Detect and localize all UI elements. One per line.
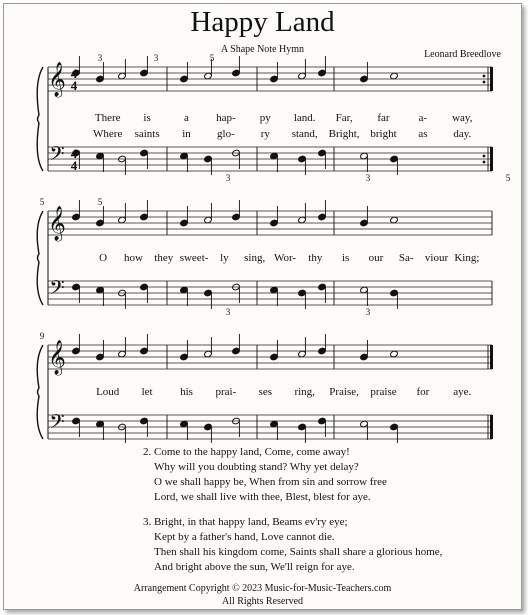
thick-barline <box>490 67 493 91</box>
lyric-syllable: There <box>94 112 121 124</box>
lyric-syllable: saints <box>134 128 160 140</box>
fingering-number: 3 <box>153 53 159 63</box>
lyric-syllable: praise <box>370 386 397 398</box>
treble-clef-icon: 𝄞 <box>48 63 66 96</box>
verse-line: Then shall his kingdom come, Saints shall share a glorious home, <box>154 546 443 558</box>
lyric-syllable: aye. <box>453 386 472 398</box>
fingering-number: 3 <box>225 173 231 183</box>
lyric-syllable: Sa- <box>398 252 414 264</box>
lyric-syllable: Wor- <box>273 252 297 264</box>
thick-barline <box>490 345 493 369</box>
repeat-dot <box>483 161 486 164</box>
copyright-text: Arrangement Copyright © 2023 Music-for-Music-Teachers.com <box>133 583 392 594</box>
lyric-syllable: ring, <box>294 386 315 398</box>
thick-barline <box>490 147 493 171</box>
lyric-syllable: ly <box>220 252 229 264</box>
lyric-syllable: way, <box>452 112 473 124</box>
lyric-syllable: sing, <box>244 252 266 264</box>
lyric-syllable: a- <box>418 112 428 124</box>
fingering-number: 3 <box>97 53 103 63</box>
verse-line: Lord, we shall live with thee, Blest, blest for aye. <box>154 491 371 503</box>
page-title: Happy Land <box>190 6 335 38</box>
bass-clef-icon: 𝄢 <box>49 144 65 170</box>
lyric-syllable: is <box>143 112 151 124</box>
copyright-footer <box>4 582 521 608</box>
lyric-syllable: py <box>259 112 271 124</box>
lyric-syllable: thy <box>308 252 323 264</box>
verse-line: O we shall happy be, When from sin and sorrow free <box>154 476 387 488</box>
measure-number: 5 <box>39 197 45 207</box>
lyric-syllable: O <box>99 252 108 264</box>
lyric-syllable: Bright, <box>328 128 360 140</box>
verse-3 <box>143 515 442 575</box>
lyric-syllable: Praise, <box>329 386 359 398</box>
lyric-syllable: they <box>154 252 174 264</box>
lyric-syllable: stand, <box>291 128 318 140</box>
measure-number: 9 <box>39 331 45 341</box>
treble-clef-icon: 𝄞 <box>48 341 66 374</box>
lyric-syllable: his <box>180 386 193 398</box>
lyric-syllable: Where <box>93 128 123 140</box>
repeat-dot <box>483 75 486 78</box>
lyric-syllable: is <box>341 252 350 264</box>
thick-barline <box>490 415 493 439</box>
fingering-number: 3 <box>365 173 371 183</box>
verse-line: Why will you doubting stand? Why yet delay? <box>154 461 359 473</box>
bass-clef-icon: 𝄢 <box>49 412 65 438</box>
sheet-music-page <box>3 3 522 610</box>
lyric-syllable: in <box>182 128 191 140</box>
verse-line: Kept by a father's hand, Love cannot die. <box>154 531 335 543</box>
fingering-number: 5 <box>209 53 215 63</box>
time-signature-top: 4 <box>70 146 78 161</box>
lyric-syllable: viour <box>424 252 449 264</box>
fingering-number: 5 <box>97 197 103 207</box>
time-signature-bottom: 4 <box>70 158 78 173</box>
fingering-number: 3 <box>225 307 231 317</box>
lyric-syllable: land. <box>293 112 316 124</box>
lyric-syllable: hap- <box>216 112 236 124</box>
time-signature-top: 4 <box>70 66 78 81</box>
treble-clef-icon: 𝄞 <box>48 207 66 240</box>
rights-text: All Rights Reserved <box>221 596 304 607</box>
lyric-syllable: glo- <box>217 128 235 140</box>
lyric-syllable: how <box>123 252 143 264</box>
verse-2 <box>143 445 387 505</box>
lyric-syllable: far <box>377 112 390 124</box>
lyric-syllable: let <box>141 386 153 398</box>
verse-line: 3. Bright, in that happy land, Beams ev'ry eye; <box>143 516 348 528</box>
lyric-syllable: day. <box>453 128 472 140</box>
verse-line: 2. Come to the happy land, Come, come away! <box>143 446 350 458</box>
lyric-syllable: prai- <box>215 386 237 398</box>
lyric-syllable: for <box>416 386 430 398</box>
composer: Leonard Breedlove <box>424 49 501 60</box>
verse-line: And bright above the sun, We'll reign for aye. <box>154 561 355 573</box>
lyric-syllable: Loud <box>96 386 120 398</box>
brace <box>37 345 43 439</box>
repeat-dot <box>483 155 486 158</box>
lyric-syllable: ry <box>260 128 270 140</box>
lyric-syllable: Far, <box>335 112 353 124</box>
time-signature-bottom: 4 <box>70 78 78 93</box>
lyric-syllable: ses <box>258 386 273 398</box>
bass-clef-icon: 𝄢 <box>49 278 65 304</box>
brace <box>37 67 43 171</box>
lyric-syllable: our <box>368 252 384 264</box>
repeat-dot <box>483 81 486 84</box>
lyric-syllable: King; <box>454 252 480 264</box>
lyric-syllable: sweet- <box>179 252 209 264</box>
brace <box>37 211 43 305</box>
fingering-number: 5 <box>505 173 511 183</box>
subtitle: A Shape Note Hymn <box>220 44 305 55</box>
lyric-syllable: bright <box>370 128 397 140</box>
lyric-syllable: a <box>184 112 189 124</box>
lyric-syllable: as <box>418 128 428 140</box>
fingering-number: 3 <box>365 307 371 317</box>
